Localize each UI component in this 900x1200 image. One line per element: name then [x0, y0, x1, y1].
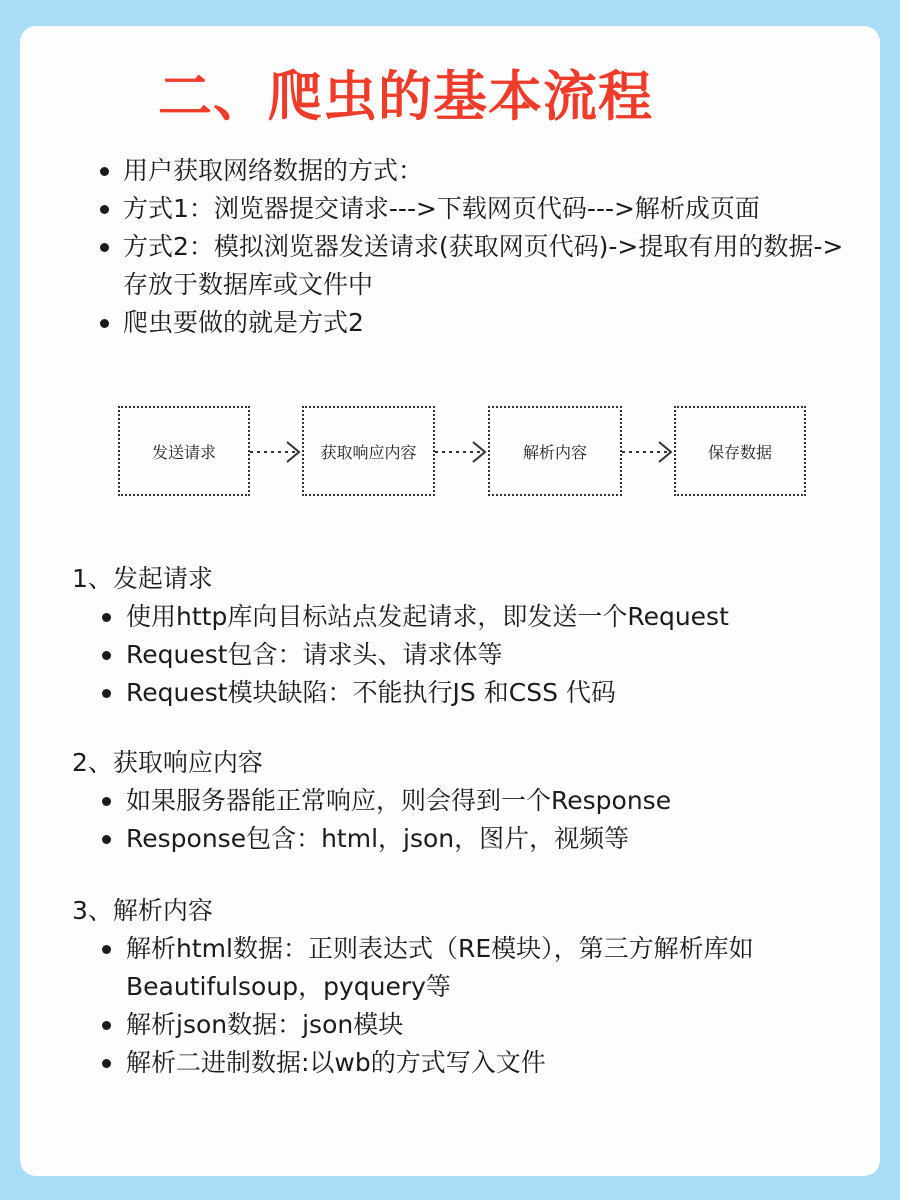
- list-item-text: 使用http库向目标站点发起请求，即发送一个Request: [126, 602, 729, 631]
- intro-bullet-text: 方式1：浏览器提交请求--->下载网页代码--->解析成页面: [123, 194, 760, 223]
- flow-step-label: 解析内容: [522, 442, 587, 462]
- flow-step-label: 发送请求: [151, 442, 216, 462]
- intro-bullet: [95, 304, 855, 342]
- bullet-dot-icon: [100, 205, 109, 214]
- flow-step-label: 保存数据: [707, 442, 772, 462]
- list-item: [98, 598, 862, 636]
- bullet-dot-icon: [102, 651, 111, 660]
- section-list: [72, 930, 862, 1082]
- list-item: [98, 1044, 862, 1082]
- section-parse: [72, 892, 862, 1082]
- intro-bullet-text: 用户获取网络数据的方式：: [123, 156, 424, 185]
- list-item: [98, 1006, 862, 1044]
- bullet-dot-icon: [102, 797, 111, 806]
- section-response: [72, 744, 862, 858]
- section-request: [72, 560, 862, 712]
- intro-bullet: [95, 152, 855, 190]
- section-list: [72, 598, 862, 712]
- list-item-text: Response包含：html，json，图片，视频等: [126, 824, 630, 853]
- section-title: 1、发起请求: [72, 564, 213, 593]
- bullet-dot-icon: [102, 945, 111, 954]
- intro-bullet-text: 爬虫要做的就是方式2: [123, 308, 364, 337]
- list-item: [98, 782, 862, 820]
- intro-bullet: [95, 190, 855, 228]
- list-item: [98, 930, 862, 1006]
- bullet-dot-icon: [100, 319, 109, 328]
- flow-step-label: 获取响应内容: [320, 442, 417, 462]
- list-item-text: 解析二进制数据:以wb的方式写入文件: [126, 1048, 546, 1077]
- bullet-dot-icon: [102, 613, 111, 622]
- section-list: [72, 782, 862, 858]
- bullet-dot-icon: [102, 1021, 111, 1030]
- list-item: [98, 636, 862, 674]
- list-item-text: Request模块缺陷：不能执行JS 和CSS 代码: [126, 678, 616, 707]
- list-item-text: 解析html数据：正则表达式（RE模块），第三方解析库如Beautifulsoup，pyquery等: [126, 934, 754, 1001]
- list-item: [98, 674, 862, 712]
- list-item-text: 如果服务器能正常响应，则会得到一个Response: [126, 786, 672, 815]
- bullet-dot-icon: [100, 167, 109, 176]
- list-item-text: Request包含：请求头、请求体等: [126, 640, 503, 669]
- list-item-text: 解析json数据：json模块: [126, 1010, 404, 1039]
- page-title: 二、爬虫的基本流程: [158, 65, 653, 128]
- list-item: [98, 820, 862, 858]
- bullet-dot-icon: [102, 835, 111, 844]
- intro-bullet: [95, 228, 855, 304]
- bullet-dot-icon: [102, 689, 111, 698]
- bullet-dot-icon: [102, 1059, 111, 1068]
- bullet-dot-icon: [100, 243, 109, 252]
- intro-bullet-text: 方式2：模拟浏览器发送请求(获取网页代码)->提取有用的数据->存放于数据库或文件中: [123, 232, 844, 299]
- intro-bullet-list: [95, 152, 855, 342]
- section-title: 2、获取响应内容: [72, 748, 263, 777]
- section-title: 3、解析内容: [72, 896, 213, 925]
